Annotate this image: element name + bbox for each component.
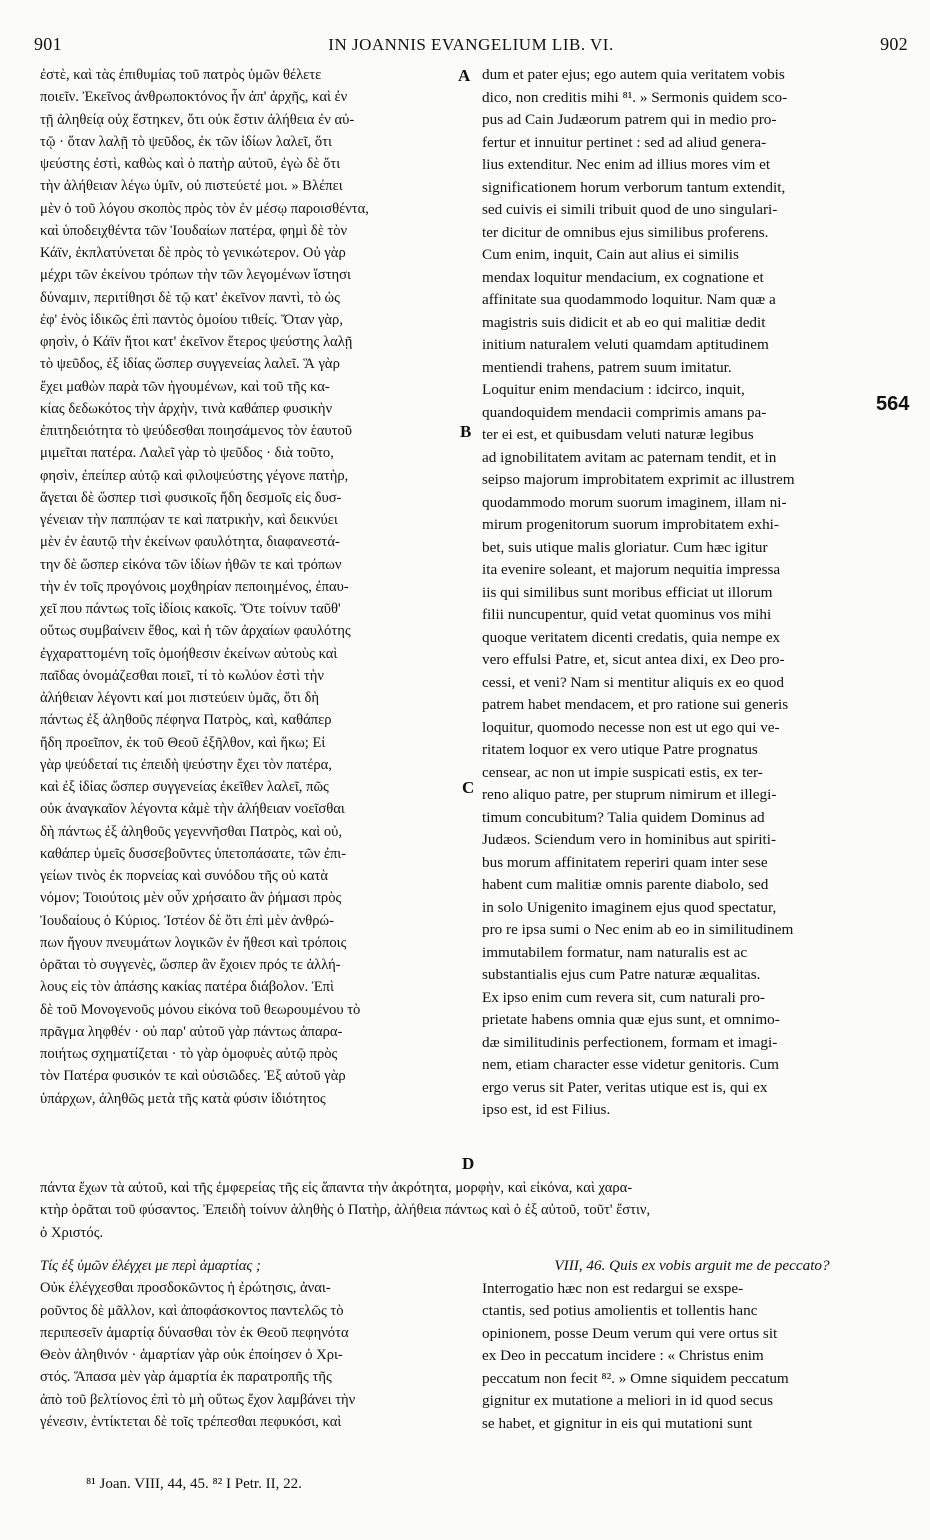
greek-section-line: περιπεσεῖν ἁμαρτίᾳ δύνασθαι τὸν ἐκ Θεοῦ πεφηνότα bbox=[40, 1324, 349, 1341]
greek-column bbox=[40, 64, 460, 1110]
greek-text-line: την δὲ ὥσπερ εἰκόνα τῶν ἰδίων ἠθῶν τε καὶ τρόπων bbox=[40, 556, 342, 573]
latin-section-line: opinionem, posse Deum verum qui vere ortus sit bbox=[482, 1324, 778, 1342]
left-page-number: 901 bbox=[34, 34, 62, 54]
greek-text-line: καὶ ἐξ ἰδίας ὥσπερ συγγενείας ἐκεῖθεν λαλεῖ, πῶς bbox=[40, 779, 329, 795]
latin-text-line: iis qui similibus sunt moribus efficiat ut illorum bbox=[482, 583, 773, 601]
latin-text-line: fertur et innuitur pertinet : sed ad aliud genera- bbox=[482, 133, 767, 151]
latin-text-line: Ex ipso enim cum revera sit, cum naturali pro- bbox=[482, 988, 765, 1006]
latin-text-line: magistris suis didicit et ab eo qui malitiæ dedit bbox=[482, 313, 766, 331]
greek-text-line: οὕτως συμβαίνειν ἔθος, καὶ ἡ τῶν ἀρχαίων φαυλότης bbox=[40, 623, 351, 640]
latin-text-line: reno aliquo patre, per stuprum nimirum et illegi- bbox=[482, 786, 777, 803]
greek-text-line: γένειαν τὴν παππῴαν τε καὶ πατρικὴν, καὶ δεικνύει bbox=[40, 512, 338, 528]
latin-text-line: cessi, et veni? Nam si mentitur aliquis ex eo quod bbox=[482, 673, 784, 691]
greek-text-line: ποιεῖν. Ἐκεῖνος ἀνθρωποκτόνος ἦν ἀπ' ἀρχῆς, καὶ ἐν bbox=[40, 89, 348, 106]
greek-text-line: Ἰουδαίους ὁ Κύριος. Ἰστέον δὲ ὅτι ἐπὶ μὲν ἀνθρώ- bbox=[40, 912, 334, 929]
latin-text-line: mendax loquitur mendacium, ex cognatione et bbox=[482, 268, 764, 286]
greek-text-line: μὲν ἐν ἑαυτῷ τὴν ἐκείνων φαυλότητα, διαφανεστά- bbox=[40, 534, 340, 551]
latin-text-line: mentiendi trahens, patrem suum imitatur. bbox=[482, 358, 732, 376]
greek-section-line: γένεσιν, ἐντίκτεται δὲ τοῖς τρέπεσθαι πεφυκόσι, καὶ bbox=[40, 1413, 342, 1430]
greek-text-line: ὑπάρχων, ἀληθῶς μετὰ τῆς κατὰ φύσιν ἰδιότητος bbox=[40, 1090, 326, 1107]
greek-section-line: Θεὸν ἀληθινόν · ἁμαρτίαν γὰρ οὐκ ἐποίησεν ὁ Χρι- bbox=[40, 1347, 343, 1363]
greek-text-line: τὴν ἀλήθειαν λέγω ὑμῖν, οὐ πιστεύετέ μοι. » Βλέπει bbox=[40, 178, 343, 195]
latin-text-line: mirum progenitorum suorum improbitatem exhi- bbox=[482, 516, 779, 533]
greek-text-line: ἐπιτηδειότητα τὸ ψεύδεσθαι ποιησάμενος τὸν ἑαυτοῦ bbox=[40, 423, 352, 439]
greek-text-line: μὲν ὁ τοῦ λόγου σκοπὸς πρὸς τὸν ἐν μέσῳ παροισθέντα, bbox=[40, 200, 369, 217]
greek-text-line: ἤδη προεῖπον, ἐκ τοῦ Θεοῦ ἐξῆλθον, καὶ ἥκω; Εἰ bbox=[40, 734, 326, 751]
latin-text-line: pro re ipsa sumi o Nec enim ab eo in similitudinem bbox=[482, 921, 794, 938]
latin-text-line: ipso est, id est Filius. bbox=[482, 1101, 611, 1118]
greek-section-line: ροῦντος δὲ μᾶλλον, καὶ ἀποφάσκοντος παντελῶς τὸ bbox=[40, 1302, 344, 1319]
full-width-line: πάντα ἔχων τὰ αὐτοῦ, καὶ τῆς ἐμφερείας τῆς εἰς ἅπαντα τὴν ἀκρότητα, μορφὴν, καὶ εἰκόνα, καὶ χαρα- bbox=[40, 1180, 633, 1196]
greek-text-line: τὴν ἐν τοῖς προγόνοις μοχθηρίαν πεποιημένος, ἐπαυ- bbox=[40, 578, 349, 595]
latin-section-line: peccatum non fecit ⁸². » Omne siquidem peccatum bbox=[482, 1369, 789, 1387]
greek-text-line: τῷ · ὅταν λαλῇ τὸ ψεῦδος, ἐκ τῶν ἰδίων λαλεῖ, ὅτι bbox=[40, 133, 332, 150]
greek-text-line: πων ἤγουν πνευμάτων λογικῶν ἐν ἤθεσι καὶ τρόποις bbox=[40, 934, 347, 951]
greek-text-line: κίας δεδωκότος τὴν ἀρχὴν, τινὰ καθάπερ φυσικὴν bbox=[40, 400, 333, 417]
latin-section-heading: VIII, 46. Quis ex vobis arguit me de peccato? bbox=[554, 1257, 830, 1274]
latin-column bbox=[482, 64, 902, 1122]
latin-text-line: habent cum malitiæ omnis parente diabolo, sed bbox=[482, 876, 769, 893]
greek-text-line: ἔχει μαθὼν παρὰ τῶν ἡγουμένων, καὶ τοῦ τῆς κα- bbox=[40, 378, 330, 395]
margin-letter-b: B bbox=[460, 422, 472, 441]
latin-text-line: pus ad Cain Judæorum patrem qui in medio pro- bbox=[482, 111, 777, 128]
latin-text-line: substantialis ejus cum Patre naturæ æqualitas. bbox=[482, 966, 761, 983]
latin-section bbox=[482, 1255, 902, 1435]
greek-text-line: φησὶν, ἐπείπερ αὐτῷ καὶ φιλοψεύστης γέγονε πατὴρ, bbox=[40, 467, 349, 484]
latin-text-line: dico, non creditis mihi ⁸¹. » Sermonis quidem sco- bbox=[482, 88, 788, 106]
running-title: IN JOANNIS EVANGELIUM LIB. VI. bbox=[328, 35, 614, 54]
right-page-number: 902 bbox=[880, 34, 908, 54]
greek-text-line: μέχρι τῶν ἐκείνου τρόπων τὴν τῶν λεγομένων ἵστησι bbox=[40, 267, 351, 284]
greek-section-heading: Τίς ἐξ ὑμῶν ἐλέγχει με περὶ ἁμαρτίας ; bbox=[40, 1258, 261, 1274]
greek-text-line: δὴ πάντως ἐξ ἀληθοῦς γεγεννῆσθαι Πατρὸς, καὶ οὐ, bbox=[40, 823, 343, 840]
greek-text-line: Κάϊν, ἐκπλατύνεται δὲ πρὸς τὸ γενικώτερον. Οὐ γὰρ bbox=[40, 245, 346, 261]
greek-text-line: ἄγεται δὲ ὥσπερ τισὶ φυσικοῖς ἤδη δεσμοῖς εἰς δυσ- bbox=[40, 489, 342, 506]
marginal-column-number: 564 bbox=[876, 393, 910, 415]
greek-text-line: τῇ ἀληθείᾳ οὐχ ἕστηκεν, ὅτι οὐκ ἔστιν ἀλήθεια ἐν αὐ- bbox=[40, 111, 355, 128]
latin-text-line: censear, ac non ut impie suspicati estis, ex ter- bbox=[482, 763, 763, 781]
greek-section bbox=[40, 1255, 460, 1433]
greek-text-line: δὲ τοῦ Μονογενοῦς μόνου εἰκόνα τοῦ θεωρουμένου τὸ bbox=[40, 1001, 361, 1018]
latin-section-line: se habet, et gignitur in eis qui mutationi sunt bbox=[482, 1414, 753, 1432]
latin-text-line: initium naturalem veluti quamdam aptitudinem bbox=[482, 336, 769, 353]
latin-text-line: affinitate sua quodammodo loquitur. Nam quæ a bbox=[482, 291, 776, 308]
margin-letter-a: A bbox=[458, 66, 471, 85]
greek-text-line: γείων τινὸς ἐκ πορνείας καὶ συνόδου τῆς οὐ κατὰ bbox=[40, 868, 328, 884]
latin-text-line: ad ignobilitatem avitam ac paternam tendit, et in bbox=[482, 448, 777, 466]
latin-text-line: nem, etiam character esse videtur genitoris. Cum bbox=[482, 1056, 779, 1073]
latin-text-line: ita evenire soleant, et majorum nequitia impressa bbox=[482, 561, 781, 578]
greek-text-line: μιμεῖται πατέρα. Λαλεῖ γὰρ τὸ ψεῦδος · διὰ τοῦτο, bbox=[40, 445, 334, 462]
latin-text-line: bus morum affinitatem reperiri quam inter sese bbox=[482, 853, 768, 871]
full-width-line: ὁ Χριστός. bbox=[40, 1224, 104, 1241]
latin-text-line: ter ei est, et quibusdam veluti naturæ legibus bbox=[482, 426, 754, 443]
greek-text-line: φησὶν, ὁ Κάϊν ἤτοι κατ' ἐκεῖνον ἕτερος ψεύστης λαλῇ bbox=[40, 334, 353, 350]
greek-section-line: ἀπὸ τοῦ βελτίονος ἐπὶ τὸ μὴ οὕτως ἔχον λαμβάνει τὴν bbox=[40, 1391, 356, 1408]
latin-text-line: seipso majorum improbitatem exprimit ac illustrem bbox=[482, 471, 795, 488]
greek-text-line: ἀλήθειαν λέγοντι καί μοι πιστεύειν ὑμᾶς, ὅτι δὴ bbox=[40, 690, 319, 706]
greek-text-line: πάντως ἐξ ἀληθοῦς πέφηνα Πατρὸς, καὶ, καθάπερ bbox=[40, 712, 332, 729]
greek-section-line: Οὐκ ἐλέγχεσθαι προσδοκῶντος ἡ ἐρώτησις, ἀναι- bbox=[40, 1280, 331, 1297]
latin-text-line: Cum enim, inquit, Cain aut alius ei similis bbox=[482, 246, 739, 263]
margin-letter-c: C bbox=[462, 778, 475, 797]
footnotes: ⁸¹ Joan. VIII, 44, 45. ⁸² I Petr. II, 22. bbox=[86, 1476, 302, 1492]
latin-section-line: gignitur ex mutatione a meliori in id quod secus bbox=[482, 1392, 774, 1409]
latin-text-line: bet, suis utique malis gloriatur. Cum hæc igitur bbox=[482, 538, 768, 556]
latin-section-line: Interrogatio hæc non est redargui se exspe- bbox=[482, 1279, 744, 1297]
greek-text-line: χεῖ που πάντως τοῖς ἰδίοις κακοῖς. Ὅτε τοίνυν ταῦθ' bbox=[40, 601, 341, 617]
latin-text-line: ter dicitur de omnibus ejus similibus proferens. bbox=[482, 223, 769, 241]
latin-text-line: quoque veritatem dicenti credatis, quia nempe ex bbox=[482, 628, 781, 646]
latin-text-line: lius extenditur. Nec enim ad illius mores vim et bbox=[482, 156, 771, 173]
latin-text-line: ritatem loquor ex vero utique Patre prognatus bbox=[482, 741, 758, 758]
greek-text-line: γὰρ ψεύδεταί τις ἐπειδὴ ψεύστην ἔχει τὸν πατέρα, bbox=[40, 756, 332, 773]
running-header bbox=[34, 34, 908, 58]
latin-section-line: ex Deo in peccatum incidere : « Christus enim bbox=[482, 1347, 764, 1364]
latin-text-line: quodammodo morum suorum imaginem, illam ni- bbox=[482, 493, 787, 511]
margin-letter-d: D bbox=[462, 1154, 475, 1173]
full-width-line: κτὴρ ὁρᾶται τοῦ φύσαντος. Ἐπειδὴ τοίνυν ἀληθὴς ὁ Πατὴρ, ἀλήθεια πάντως καὶ ὁ ἐξ αὐτοῦ, τοῦτ' ἔστιν, bbox=[40, 1202, 651, 1219]
full-width-text bbox=[40, 1177, 910, 1244]
greek-text-line: πρᾶγμα ληφθέν · οὐ παρ' αὐτοῦ γὰρ πάντως ἀπαρα- bbox=[40, 1023, 343, 1040]
greek-text-line: ἐστὲ, καὶ τὰς ἐπιθυμίας τοῦ πατρὸς ὑμῶν θέλετε bbox=[40, 67, 322, 83]
greek-text-line: παῖδας ὀνομάζεσθαι ποιεῖ, τί τὸ κωλύον ἐστὶ τὴν bbox=[40, 667, 324, 684]
greek-text-line: ψεύστης ἐστὶ, καθὼς καὶ ὁ πατὴρ αὐτοῦ, ἐγὼ δὲ ὅτι bbox=[40, 156, 341, 172]
greek-text-line: τὸν Πατέρα φυσικόν τε καὶ οὐσιῶδες. Ἐξ αὐτοῦ γὰρ bbox=[40, 1068, 346, 1085]
latin-text-line: significationem horum verborum tantum extendit, bbox=[482, 178, 786, 196]
latin-text-line: loquitur, quomodo necesse non est ut ego qui ve- bbox=[482, 718, 780, 736]
latin-text-line: patrem habet mendacem, et pro ratione sui generis bbox=[482, 696, 789, 713]
greek-text-line: ποιήτως σχηματίζεται · τὸ γὰρ ὁμοφυὲς αὐτῷ πρὸς bbox=[40, 1046, 338, 1062]
latin-text-line: Judæos. Sciendum vero in hominibus aut spiriti- bbox=[482, 831, 777, 848]
greek-section-line: στός. Ἅπασα μὲν γὰρ ἁμαρτία ἐκ παρατροπῆς τῆς bbox=[40, 1369, 332, 1386]
latin-text-line: immutabilem formatur, nam naturalis est ac bbox=[482, 943, 748, 961]
greek-text-line: λους εἰς τὸν ἁπάσης κακίας πατέρα διάβολον. Ἐπὶ bbox=[40, 979, 334, 996]
greek-text-line: καθάπερ ὑμεῖς δυσσεβοῦντες ὑπετοπάσατε, τῶν ἐπι- bbox=[40, 845, 347, 862]
greek-text-line: δύναμιν, περιτίθησι δὲ τῷ κατ' ἐκεῖνον παντὶ, τὸ ὡς bbox=[40, 289, 340, 306]
latin-text-line: timum concubitum? Talia quidem Dominus ad bbox=[482, 808, 765, 826]
greek-text-line: τὸ ψεῦδος, ἐξ ἰδίας ὥσπερ συγγενείας λαλεῖ. Ἃ γὰρ bbox=[40, 356, 340, 373]
latin-text-line: prietate habens omnia quæ ejus sunt, et omnimo- bbox=[482, 1011, 780, 1028]
greek-text-line: οὐκ ἀναγκαῖον λέγοντα κἀμὲ τὴν ἀλήθειαν νοεῖσθαι bbox=[40, 801, 345, 818]
greek-text-line: ὁρᾶται τὸ συγγενὲς, ὥσπερ ἂν ἔχοιεν πρός τε ἀλλή- bbox=[40, 957, 341, 973]
latin-text-line: Loquitur enim mendacium : idcirco, inquit, bbox=[482, 381, 745, 398]
latin-section-line: ctantis, sed potius amolientis et tollentis hanc bbox=[482, 1302, 758, 1319]
latin-text-line: dum et pater ejus; ego autem quia veritatem vobis bbox=[482, 66, 785, 83]
greek-text-line: ἐγχαραττομένη τοῖς ὁμοήθεσιν ἐκείνων αὐτοὺς καὶ bbox=[40, 645, 338, 662]
latin-text-line: quandoquidem mendacii comprimis amans pa- bbox=[482, 403, 767, 421]
latin-text-line: ergo verus sit Pater, veritas utique est is, qui ex bbox=[482, 1078, 768, 1096]
latin-text-line: filii nuncupentur, quid vetat quominus vos mihi bbox=[482, 606, 772, 623]
greek-text-line: ἐφ' ἑνὸς ἰδικῶς ἐπὶ παντὸς ὁμοίου τιθείς. Ὅταν γὰρ, bbox=[40, 311, 343, 328]
greek-text-line: καὶ ὑποδειχθέντα τῶν Ἰουδαίων πατέρα, φημὶ δὲ τὸν bbox=[40, 222, 348, 239]
latin-text-line: in solo Unigenito imaginem ejus quod spectatur, bbox=[482, 898, 777, 916]
latin-text-line: dæ similitudinis perfectionem, formam et imagi- bbox=[482, 1033, 778, 1051]
latin-text-line: vero effulsi Patre, et, sicut antea dixi, ex Deo pro- bbox=[482, 651, 785, 668]
latin-text-line: sed cuivis ei simili tribuit quod de uno singulari- bbox=[482, 201, 778, 218]
greek-text-line: νόμον; Τοιούτοις μὲν οὖν χρήσαιτο ἂν ῥήμασι πρὸς bbox=[40, 890, 342, 907]
